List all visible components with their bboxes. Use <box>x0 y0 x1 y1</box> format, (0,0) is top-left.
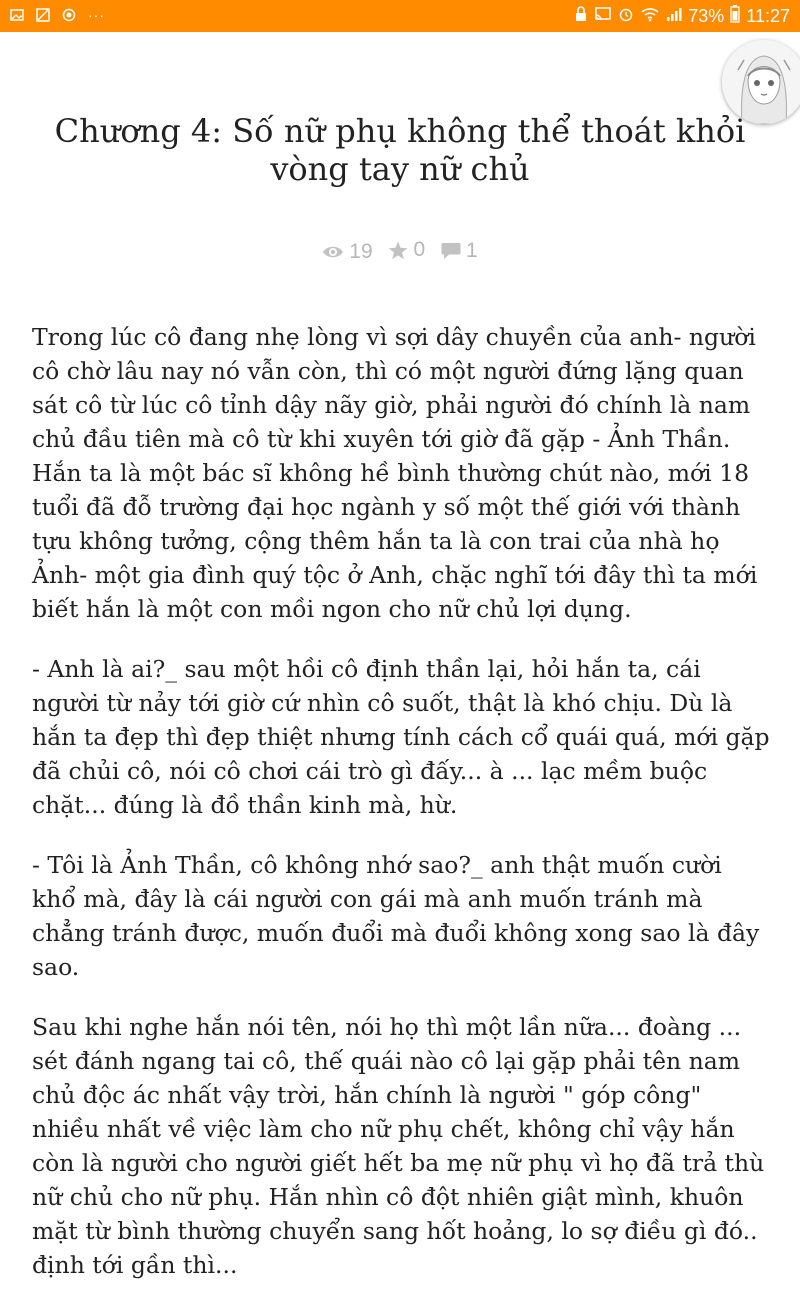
record-icon <box>62 8 76 22</box>
lock-icon <box>574 6 588 27</box>
paragraph: Trong lúc cô đang nhẹ lòng vì sợi dây chuyền của anh- người cô chờ lâu nay nó vẫn còn, thì có một người đứng lặng quan sát cô từ lúc cô tỉnh dậy nãy giờ, phải người đó chính là nam chủ đầu tiên mà cô từ khi xuyên tới giờ đã gặp - Ảnh Thần. Hắn ta là một bác sĩ không hề bình thường chút nào, mới 18 tuổi đã đỗ trường đại học ngành y số một thế giới với thành tựu không tưởng, cộng thêm hắn ta là con trai của nhà họ Ảnh- một gia đình quý tộc ở Anh, chặc nghĩ tới đây thì ta mới biết hắn là một con mồi ngon cho nữ chủ lợi dụng. <box>32 323 758 623</box>
status-bar <box>0 0 800 32</box>
stars-stat <box>388 238 425 262</box>
views-count: 19 <box>349 239 373 263</box>
chapter-stats <box>0 238 800 266</box>
chapter-content <box>32 320 772 1308</box>
image-icon <box>10 8 24 22</box>
eye-icon <box>322 244 344 260</box>
paragraph: Sau khi nghe hắn nói tên, nói họ thì một lần nữa... đoàng ... sét đánh ngang tai cô, thế quái nào cô lại gặp phải tên nam chủ độc ác nhất vậy trời, hắn chính là người " góp công" nhiều nhất về việc làm cho nữ phụ chết, không chỉ vậy hắn còn là người cho người giết hết ba mẹ nữ phụ vì họ đã trả thù nữ chủ cho nữ phụ. Hắn nhìn cô đột nhiên giật mình, khuôn mặt từ bình thường chuyển sang hốt hoảng, lo sợ điều gì đó.. định tới gần thì... <box>32 1013 765 1279</box>
battery-percent: 73% <box>688 6 725 26</box>
alarm-icon <box>618 6 634 27</box>
cast-icon <box>594 6 612 27</box>
comments-stat <box>441 239 478 263</box>
paragraph: - Anh là ai?_ sau một hồi cô định thần lại, hỏi hắn ta, cái người từ nảy tới giờ cứ nhìn cô suốt, thật là khó chịu. Dù là hắn ta đẹp thì đẹp thiệt nhưng tính cách cổ quái quá, mới gặp đã chủi cô, nói cô chơi cái trò gì đấy... à ... lạc mềm buộc chặt... đúng là đồ thần kinh mà, hừ. <box>32 655 770 819</box>
battery-icon <box>730 5 740 28</box>
chapter-title: Chương 4: Số nữ phụ không thể thoát khỏi vòng tay nữ chủ <box>54 112 746 188</box>
comment-icon <box>441 242 461 260</box>
stars-count: 0 <box>413 238 426 261</box>
gallery-icon <box>36 8 50 22</box>
paragraph: - Tôi là Ảnh Thần, cô không nhớ sao?_ anh thật muốn cười khổ mà, đây là cái người con gái mà anh muốn tránh mà chẳng tránh được, muốn đuổi mà đuổi không xong sao là đây sao. <box>32 851 760 981</box>
comments-count: 1 <box>466 238 478 262</box>
views-stat <box>322 240 372 264</box>
overflow-dots: ··· <box>88 7 105 23</box>
wifi-icon <box>640 6 660 27</box>
signal-icon <box>666 6 682 27</box>
star-icon <box>388 241 408 260</box>
clock-time: 11:27 <box>746 6 790 26</box>
